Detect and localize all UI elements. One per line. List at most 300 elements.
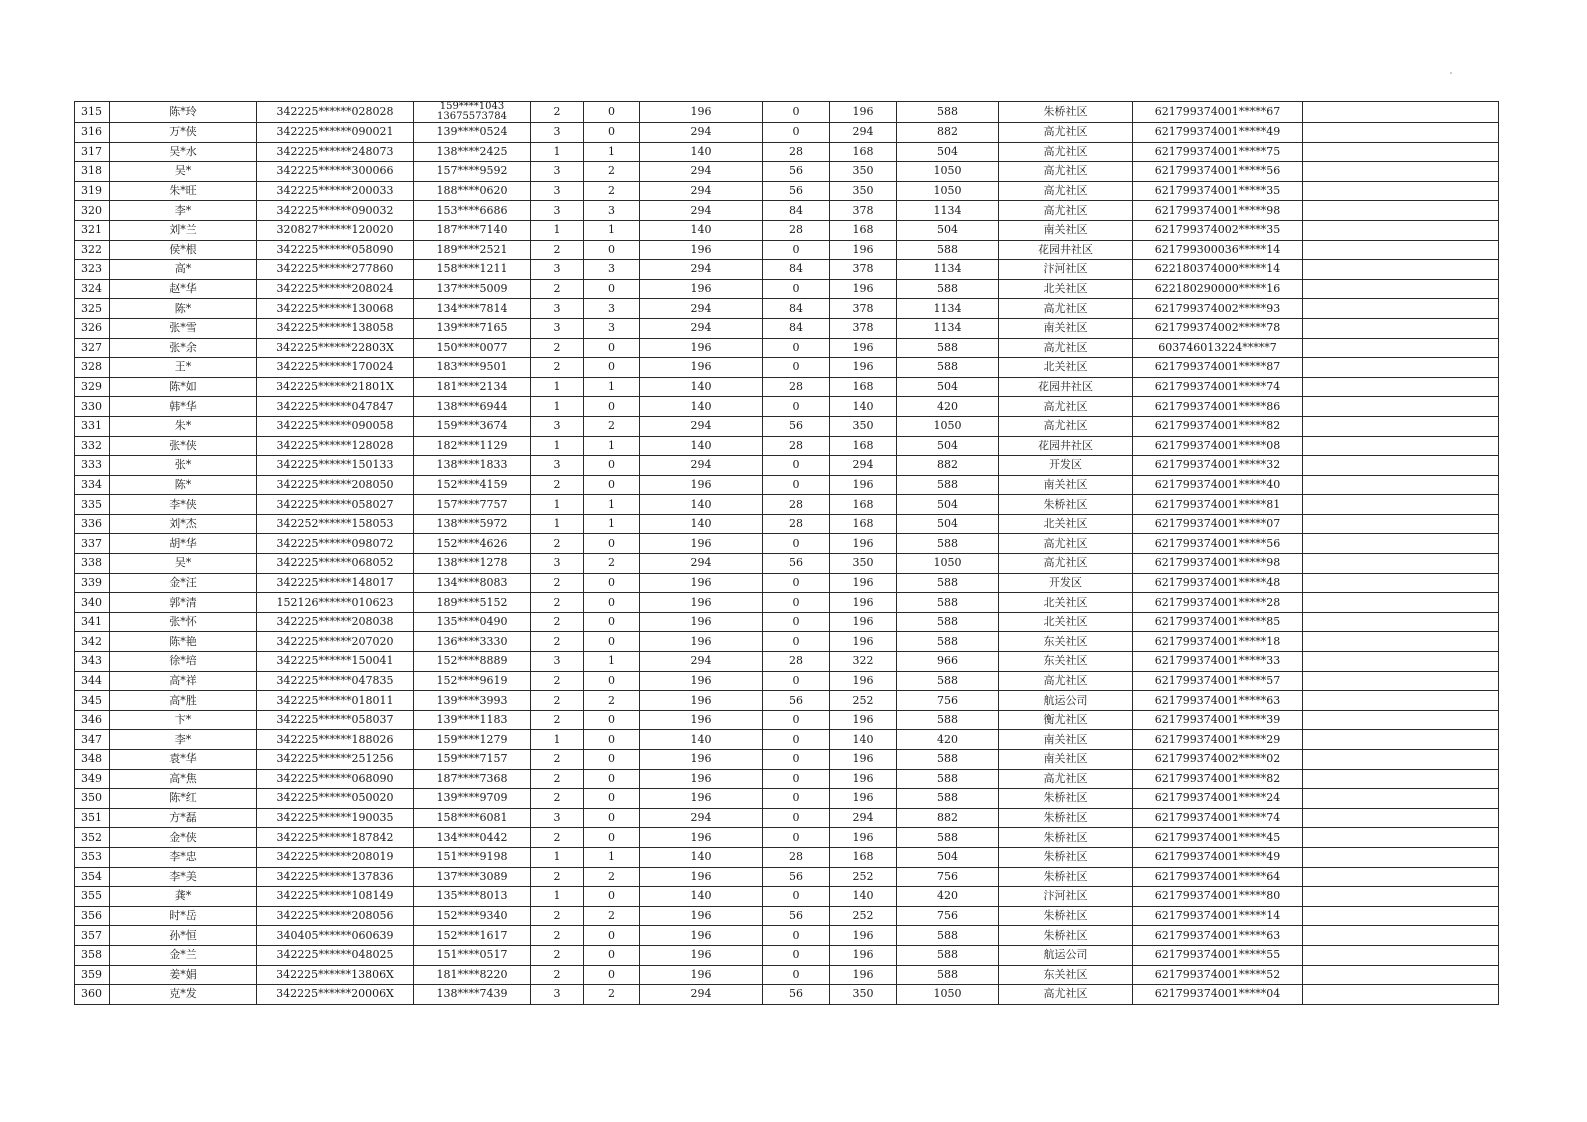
community-cell: 朱桥社区 [999,102,1133,123]
name-cell: 高* [110,260,257,280]
name-cell: 金*兰 [110,945,257,965]
id-number-cell: 342225******208019 [257,847,414,867]
phone-cell: 152****1617 [414,926,531,946]
amount-c-cell: 196 [640,534,763,554]
count-a-cell: 2 [531,867,584,887]
bank-card-cell: 621799374001*****85 [1133,612,1303,632]
serial-number-cell: 335 [75,495,110,515]
total-cell: 420 [897,397,999,417]
id-number-cell: 342225******068052 [257,554,414,574]
name-cell: 龚* [110,887,257,907]
id-number-cell: 342225******251256 [257,750,414,770]
bank-card-cell: 621799374001*****55 [1133,945,1303,965]
serial-number-cell: 316 [75,123,110,143]
count-b-cell: 1 [584,514,640,534]
table-row [75,338,1499,358]
phone-cell: 152****4159 [414,475,531,495]
amount-e-cell: 378 [830,299,897,319]
name-cell: 李* [110,201,257,221]
remarks-cell [1303,397,1499,417]
name-cell: 李*忠 [110,847,257,867]
serial-number-cell: 344 [75,671,110,691]
amount-c-cell: 196 [640,769,763,789]
count-a-cell: 2 [531,750,584,770]
count-b-cell: 3 [584,201,640,221]
count-b-cell: 0 [584,573,640,593]
serial-number-cell: 342 [75,632,110,652]
count-b-cell: 2 [584,906,640,926]
amount-d-cell: 84 [763,201,830,221]
bank-card-cell: 621799374001*****07 [1133,514,1303,534]
name-cell: 吴*水 [110,142,257,162]
table-row [75,162,1499,182]
table-row [75,691,1499,711]
id-number-cell: 342225******148017 [257,573,414,593]
total-cell: 1050 [897,162,999,182]
bank-card-cell: 621799374001*****56 [1133,162,1303,182]
id-number-cell: 342225******150041 [257,652,414,672]
id-number-cell: 342225******047835 [257,671,414,691]
name-cell: 赵*华 [110,279,257,299]
bank-card-cell: 621799374001*****39 [1133,710,1303,730]
total-cell: 420 [897,887,999,907]
amount-e-cell: 350 [830,554,897,574]
total-cell: 504 [897,377,999,397]
total-cell: 588 [897,358,999,378]
count-a-cell: 1 [531,514,584,534]
total-cell: 966 [897,652,999,672]
count-a-cell: 1 [531,220,584,240]
amount-e-cell: 196 [830,358,897,378]
remarks-cell [1303,808,1499,828]
remarks-cell [1303,573,1499,593]
amount-e-cell: 294 [830,123,897,143]
amount-c-cell: 196 [640,867,763,887]
name-cell: 金*汪 [110,573,257,593]
phone-cell: 134****7814 [414,299,531,319]
id-number-cell: 342225******137836 [257,867,414,887]
serial-number-cell: 333 [75,456,110,476]
table-row [75,397,1499,417]
amount-c-cell: 140 [640,887,763,907]
amount-c-cell: 196 [640,710,763,730]
id-number-cell: 342225******058027 [257,495,414,515]
amount-e-cell: 196 [830,338,897,358]
remarks-cell [1303,456,1499,476]
id-number-cell: 342225******208038 [257,612,414,632]
amount-d-cell: 0 [763,338,830,358]
amount-d-cell: 0 [763,887,830,907]
id-number-cell: 342225******190035 [257,808,414,828]
serial-number-cell: 350 [75,789,110,809]
count-a-cell: 2 [531,534,584,554]
amount-d-cell: 56 [763,554,830,574]
count-b-cell: 2 [584,181,640,201]
count-a-cell: 3 [531,985,584,1005]
count-a-cell: 3 [531,123,584,143]
total-cell: 588 [897,789,999,809]
amount-d-cell: 0 [763,632,830,652]
count-a-cell: 3 [531,318,584,338]
count-a-cell: 2 [531,691,584,711]
total-cell: 504 [897,436,999,456]
remarks-cell [1303,867,1499,887]
table-row [75,318,1499,338]
serial-number-cell: 352 [75,828,110,848]
count-b-cell: 0 [584,102,640,123]
count-a-cell: 2 [531,965,584,985]
count-b-cell: 1 [584,495,640,515]
phone-cell: 188****0620 [414,181,531,201]
table-row [75,514,1499,534]
phone-cell: 136****3330 [414,632,531,652]
id-number-cell: 342225******170024 [257,358,414,378]
amount-d-cell: 84 [763,318,830,338]
amount-d-cell: 56 [763,985,830,1005]
bank-card-cell: 621799374001*****87 [1133,358,1303,378]
count-b-cell: 2 [584,985,640,1005]
id-number-cell: 342225******090058 [257,416,414,436]
total-cell: 588 [897,475,999,495]
count-b-cell: 2 [584,162,640,182]
amount-c-cell: 140 [640,142,763,162]
community-cell: 东关社区 [999,965,1133,985]
amount-d-cell: 0 [763,828,830,848]
amount-c-cell: 196 [640,612,763,632]
amount-d-cell: 0 [763,475,830,495]
count-a-cell: 1 [531,397,584,417]
serial-number-cell: 318 [75,162,110,182]
phone-cell: 181****8220 [414,965,531,985]
count-a-cell: 2 [531,279,584,299]
amount-e-cell: 196 [830,573,897,593]
amount-e-cell: 196 [830,750,897,770]
amount-e-cell: 196 [830,789,897,809]
phone-cell: 157****7757 [414,495,531,515]
amount-e-cell: 196 [830,612,897,632]
phone-cell: 158****1211 [414,260,531,280]
community-cell: 衡尤社区 [999,710,1133,730]
amount-c-cell: 294 [640,201,763,221]
count-b-cell: 0 [584,730,640,750]
amount-d-cell: 28 [763,495,830,515]
total-cell: 504 [897,514,999,534]
amount-c-cell: 196 [640,906,763,926]
id-number-cell: 342225******22803X [257,338,414,358]
amount-d-cell: 0 [763,945,830,965]
remarks-cell [1303,260,1499,280]
name-cell: 金*侠 [110,828,257,848]
serial-number-cell: 330 [75,397,110,417]
name-cell: 孙*恒 [110,926,257,946]
serial-number-cell: 325 [75,299,110,319]
amount-d-cell: 0 [763,769,830,789]
amount-c-cell: 294 [640,123,763,143]
amount-d-cell: 0 [763,750,830,770]
table-row [75,828,1499,848]
bank-card-cell: 621799374001*****28 [1133,593,1303,613]
phone-cell: 150****0077 [414,338,531,358]
total-cell: 504 [897,220,999,240]
total-cell: 588 [897,828,999,848]
phone-cell: 151****9198 [414,847,531,867]
name-cell: 陈*玲 [110,102,257,123]
name-cell: 方*磊 [110,808,257,828]
bank-card-cell: 621799374002*****93 [1133,299,1303,319]
id-number-cell: 342225******200033 [257,181,414,201]
serial-number-cell: 356 [75,906,110,926]
remarks-cell [1303,887,1499,907]
remarks-cell [1303,279,1499,299]
bank-card-cell: 603746013224*****7 [1133,338,1303,358]
count-b-cell: 0 [584,887,640,907]
table-row [75,358,1499,378]
amount-c-cell: 140 [640,436,763,456]
count-a-cell: 2 [531,906,584,926]
id-number-cell: 342225******058090 [257,240,414,260]
community-cell: 开发区 [999,456,1133,476]
phone-cell: 137****3089 [414,867,531,887]
total-cell: 756 [897,691,999,711]
amount-d-cell: 0 [763,279,830,299]
total-cell: 588 [897,750,999,770]
total-cell: 504 [897,142,999,162]
phone-cell: 152****4626 [414,534,531,554]
amount-d-cell: 0 [763,965,830,985]
phone-cell: 152****9340 [414,906,531,926]
community-cell: 南关社区 [999,475,1133,495]
amount-c-cell: 294 [640,456,763,476]
phone-cell: 138****1833 [414,456,531,476]
amount-d-cell: 28 [763,220,830,240]
total-cell: 588 [897,926,999,946]
amount-d-cell: 0 [763,710,830,730]
remarks-cell [1303,162,1499,182]
amount-c-cell: 294 [640,260,763,280]
amount-c-cell: 140 [640,377,763,397]
bank-card-cell: 621799374001*****04 [1133,985,1303,1005]
serial-number-cell: 345 [75,691,110,711]
count-b-cell: 0 [584,534,640,554]
amount-c-cell: 196 [640,593,763,613]
amount-c-cell: 196 [640,945,763,965]
id-number-cell: 342225******248073 [257,142,414,162]
count-a-cell: 2 [531,945,584,965]
amount-c-cell: 294 [640,554,763,574]
total-cell: 1050 [897,554,999,574]
count-a-cell: 2 [531,789,584,809]
serial-number-cell: 347 [75,730,110,750]
bank-card-cell: 621799374001*****82 [1133,769,1303,789]
community-cell: 开发区 [999,573,1133,593]
id-number-cell: 342225******108149 [257,887,414,907]
amount-c-cell: 196 [640,789,763,809]
amount-c-cell: 294 [640,808,763,828]
count-a-cell: 2 [531,240,584,260]
serial-number-cell: 339 [75,573,110,593]
amount-d-cell: 0 [763,102,830,123]
community-cell: 朱桥社区 [999,867,1133,887]
bank-card-cell: 621799374001*****08 [1133,436,1303,456]
remarks-cell [1303,965,1499,985]
name-cell: 韩*华 [110,397,257,417]
amount-d-cell: 0 [763,612,830,632]
amount-e-cell: 196 [830,240,897,260]
name-cell: 刘*兰 [110,220,257,240]
phone-cell: 187****7368 [414,769,531,789]
remarks-cell [1303,534,1499,554]
serial-number-cell: 338 [75,554,110,574]
name-cell: 徐*培 [110,652,257,672]
table-row [75,475,1499,495]
table-row [75,593,1499,613]
serial-number-cell: 326 [75,318,110,338]
table-row [75,710,1499,730]
total-cell: 588 [897,240,999,260]
total-cell: 588 [897,102,999,123]
amount-d-cell: 0 [763,240,830,260]
name-cell: 张*雪 [110,318,257,338]
table-row [75,220,1499,240]
amount-d-cell: 28 [763,436,830,456]
community-cell: 花园井社区 [999,240,1133,260]
serial-number-cell: 321 [75,220,110,240]
bank-card-cell: 621799374001*****56 [1133,534,1303,554]
total-cell: 504 [897,495,999,515]
phone-cell: 151****0517 [414,945,531,965]
community-cell: 高尤社区 [999,671,1133,691]
table-row [75,299,1499,319]
count-b-cell: 1 [584,220,640,240]
remarks-cell [1303,847,1499,867]
community-cell: 高尤社区 [999,397,1133,417]
amount-e-cell: 378 [830,318,897,338]
id-number-cell: 342225******208056 [257,906,414,926]
count-a-cell: 2 [531,358,584,378]
table-row [75,612,1499,632]
name-cell: 李*侠 [110,495,257,515]
count-a-cell: 3 [531,456,584,476]
community-cell: 高尤社区 [999,416,1133,436]
serial-number-cell: 317 [75,142,110,162]
phone-cell: 135****8013 [414,887,531,907]
phone-cell: 138****1278 [414,554,531,574]
count-b-cell: 0 [584,671,640,691]
bank-card-cell: 622180290000*****16 [1133,279,1303,299]
count-a-cell: 2 [531,612,584,632]
serial-number-cell: 358 [75,945,110,965]
table-row [75,279,1499,299]
name-cell: 高*祥 [110,671,257,691]
bank-card-cell: 621799374001*****86 [1133,397,1303,417]
total-cell: 588 [897,632,999,652]
count-b-cell: 3 [584,299,640,319]
amount-e-cell: 168 [830,220,897,240]
id-number-cell: 342225******090021 [257,123,414,143]
amount-c-cell: 294 [640,162,763,182]
amount-e-cell: 350 [830,162,897,182]
id-number-cell: 342225******207020 [257,632,414,652]
remarks-cell [1303,142,1499,162]
total-cell: 1134 [897,299,999,319]
id-number-cell: 342225******208024 [257,279,414,299]
serial-number-cell: 320 [75,201,110,221]
community-cell: 花园井社区 [999,377,1133,397]
community-cell: 航运公司 [999,691,1133,711]
name-cell: 陈*如 [110,377,257,397]
community-cell: 高尤社区 [999,985,1133,1005]
amount-d-cell: 0 [763,926,830,946]
amount-e-cell: 196 [830,475,897,495]
remarks-cell [1303,436,1499,456]
count-a-cell: 2 [531,926,584,946]
count-b-cell: 0 [584,123,640,143]
count-b-cell: 1 [584,847,640,867]
id-number-cell: 342225******277860 [257,260,414,280]
serial-number-cell: 360 [75,985,110,1005]
phone-primary: 159****1043 [439,101,505,112]
count-b-cell: 2 [584,691,640,711]
phone-cell: 134****8083 [414,573,531,593]
remarks-cell [1303,299,1499,319]
amount-c-cell: 196 [640,965,763,985]
amount-c-cell: 294 [640,652,763,672]
amount-c-cell: 196 [640,573,763,593]
table-row [75,102,1499,123]
remarks-cell [1303,318,1499,338]
bank-card-cell: 621799374001*****24 [1133,789,1303,809]
table-row [75,554,1499,574]
name-cell: 吴* [110,554,257,574]
amount-c-cell: 196 [640,338,763,358]
bank-card-cell: 621799374001*****64 [1133,867,1303,887]
amount-c-cell: 140 [640,495,763,515]
count-b-cell: 0 [584,475,640,495]
community-cell: 朱桥社区 [999,789,1133,809]
name-cell: 高*胜 [110,691,257,711]
serial-number-cell: 331 [75,416,110,436]
table-row [75,945,1499,965]
community-cell: 北关社区 [999,358,1133,378]
count-b-cell: 0 [584,710,640,730]
count-a-cell: 2 [531,671,584,691]
remarks-cell [1303,632,1499,652]
remarks-cell [1303,945,1499,965]
amount-c-cell: 196 [640,632,763,652]
count-b-cell: 0 [584,397,640,417]
amount-d-cell: 0 [763,534,830,554]
amount-e-cell: 196 [830,828,897,848]
name-cell: 陈*艳 [110,632,257,652]
amount-d-cell: 0 [763,730,830,750]
table-row [75,416,1499,436]
remarks-cell [1303,102,1499,123]
count-a-cell: 1 [531,377,584,397]
bank-card-cell: 621799374001*****14 [1133,906,1303,926]
bank-card-cell: 621799374001*****40 [1133,475,1303,495]
table-row [75,181,1499,201]
remarks-cell [1303,612,1499,632]
count-a-cell: 1 [531,142,584,162]
count-a-cell: 2 [531,102,584,123]
total-cell: 1050 [897,181,999,201]
roster-body [75,102,1499,1005]
amount-c-cell: 294 [640,985,763,1005]
count-a-cell: 2 [531,710,584,730]
amount-d-cell: 0 [763,789,830,809]
total-cell: 588 [897,945,999,965]
count-b-cell: 2 [584,867,640,887]
